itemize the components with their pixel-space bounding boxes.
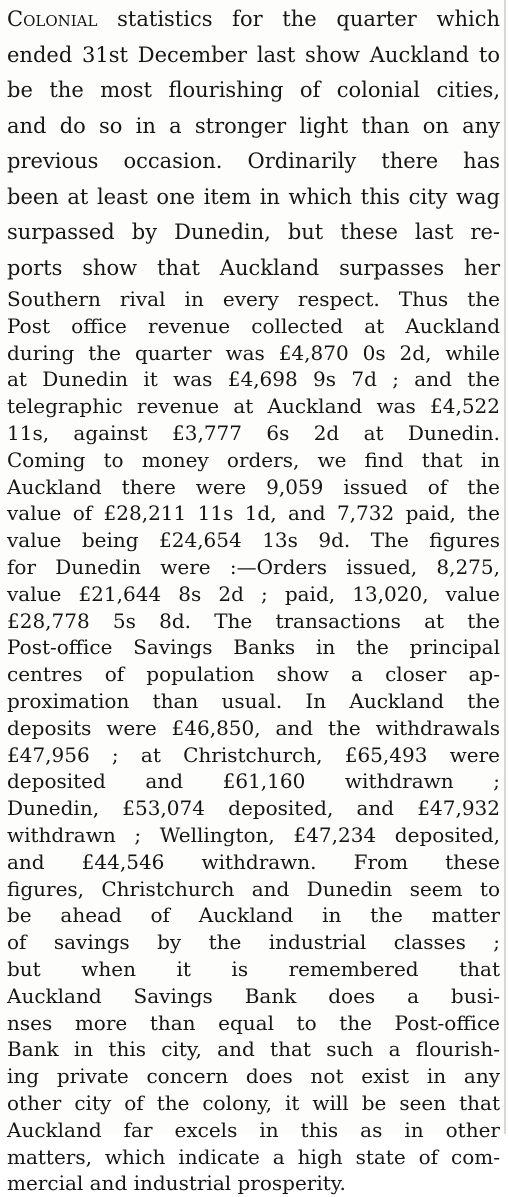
article-line: during the quarter was £4,870 0s 2d, while	[7, 340, 500, 365]
article-line: surpassed by Dunedin, but these last re-	[7, 220, 500, 244]
article-line: centres of population show a closer ap-	[7, 662, 500, 687]
article-line: Auckland far excels in this as in other	[7, 1117, 500, 1142]
article-line: Southern rival in every respect. Thus the	[7, 287, 500, 311]
article-line-text: statistics for the quarter which	[97, 7, 500, 31]
article-line: mercial and industrial prosperity.	[7, 1171, 346, 1196]
lead-word: Colonial	[7, 7, 98, 31]
article-line: at Dunedin it was £4,698 9s 7d ; and the	[7, 367, 500, 392]
article-line: £47,956 ; at Christchurch, £65,493 were	[7, 742, 500, 767]
article-line: ing private concern does not exist in any	[7, 1064, 500, 1089]
article-line: Bank in this city, and that such a flourish-	[7, 1037, 500, 1062]
article-line: 11s, against £3,777 6s 2d at Dunedin.	[7, 420, 500, 445]
article-line: Auckland there were 9,059 issued of the	[7, 474, 500, 499]
article-line: previous occasion. Ordinarily there has	[7, 149, 500, 173]
article-line: value being £24,654 13s 9d. The figures	[7, 528, 500, 553]
article-line: £28,778 5s 8d. The transactions at the	[7, 608, 500, 633]
article-line: Coming to money orders, we find that in	[7, 447, 500, 472]
article-line: figures, Christchurch and Dunedin seem to	[7, 876, 500, 901]
column-rule	[504, 0, 506, 1134]
article-line: deposits were £46,850, and the withdrawals	[7, 715, 500, 740]
article-line: value £21,644 8s 2d ; paid, 13,020, value	[7, 581, 500, 606]
article-text	[7, 2, 500, 1197]
article-line: ports show that Auckland surpasses her	[7, 255, 500, 280]
article-line: matters, which indicate a high state of com-	[7, 1144, 500, 1169]
article-line: Post office revenue collected at Auckland	[7, 313, 500, 338]
article-line: and £44,546 withdrawn. From these	[7, 849, 500, 874]
article-line	[7, 2, 500, 38]
article-line: but when it is remembered that	[7, 956, 500, 981]
article-line: ended 31st December last show Auckland to	[7, 42, 500, 67]
article-line: deposited and £61,160 withdrawn ;	[7, 769, 500, 794]
article-line: for Dunedin were :—Orders issued, 8,275,	[7, 554, 500, 579]
article-line: other city of the colony, it will be seen that	[7, 1090, 500, 1115]
article-line: be the most flourishing of colonial cities,	[7, 78, 500, 102]
article-line: be ahead of Auckland in the matter	[7, 903, 500, 928]
article-line: value of £28,211 11s 1d, and 7,732 paid, the	[7, 501, 500, 526]
article-line: telegraphic revenue at Auckland was £4,522	[7, 394, 500, 419]
article-line: Dunedin, £53,074 deposited, and £47,932	[7, 796, 500, 821]
article-line: Auckland Savings Bank does a busi-	[7, 983, 500, 1008]
article-line: Post-office Savings Banks in the principal	[7, 635, 500, 660]
article-line: nses more than equal to the Post-office	[7, 1010, 500, 1035]
article-line: of savings by the industrial classes ;	[7, 930, 500, 955]
article-line: withdrawn ; Wellington, £47,234 deposited,	[7, 822, 500, 847]
article-line: proximation than usual. In Auckland the	[7, 688, 500, 713]
article-line: and do so in a stronger light than on any	[7, 113, 500, 138]
article-line: been at least one item in which this city wag	[7, 184, 500, 209]
